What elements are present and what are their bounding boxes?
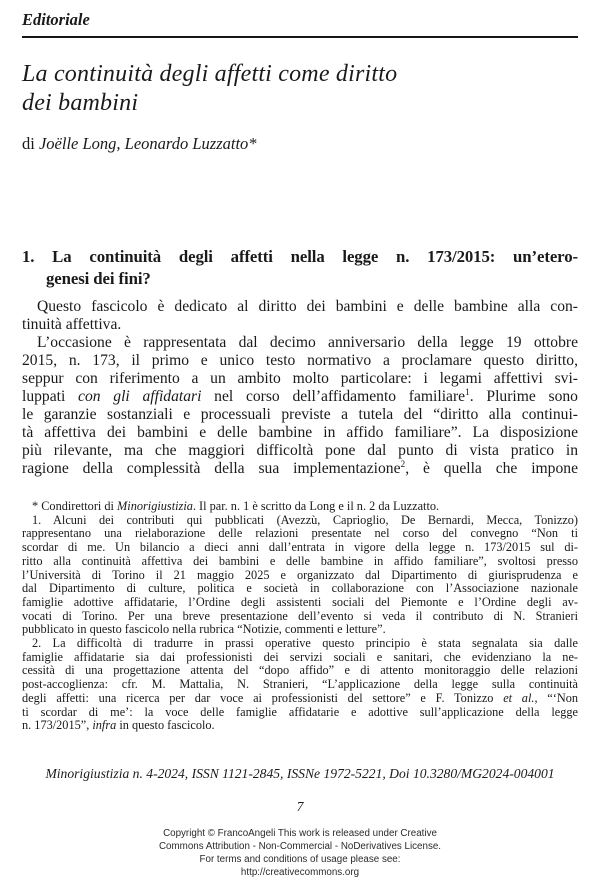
footnote-star bbox=[22, 500, 578, 514]
text-line bbox=[22, 866, 578, 879]
text-segment: famiglie adottive affidatarie, l’Ordine degli assistenti sociali del Piemonte e l’Ordine degli av- bbox=[22, 594, 578, 609]
text-segment: n. 173/2015”, bbox=[22, 718, 93, 733]
byline-prefix: di bbox=[22, 134, 39, 153]
text-line bbox=[22, 352, 578, 370]
text-segment: 2. La difficoltà di tradurre in prassi operative questo principio è stata segnalata sia dalle bbox=[32, 636, 578, 651]
text-segment: , “‘Non bbox=[534, 690, 578, 705]
kicker-rule bbox=[22, 10, 578, 38]
byline bbox=[22, 134, 578, 154]
text-segment: tinuità affettiva. bbox=[22, 316, 122, 333]
page-number: 7 bbox=[296, 798, 304, 814]
text-segment: con gli affidatari bbox=[78, 388, 202, 405]
text-segment: 1. Alcuni dei contributi qui pubblicati (Avezzù, Caprioglio, De Bernardi, Mecca, Tonizzo) bbox=[32, 512, 578, 527]
text-segment: . Plurime sono bbox=[469, 388, 578, 405]
text-segment: , è quella che impone bbox=[405, 460, 578, 477]
text-line bbox=[22, 541, 578, 555]
text-line bbox=[22, 664, 578, 678]
footnotes bbox=[22, 500, 578, 733]
text-segment: vocati di Torino. Per una breve presentazione dell’evento si veda il contributo di N. Stranieri bbox=[22, 608, 578, 623]
text-line bbox=[22, 527, 578, 541]
text-line bbox=[22, 442, 578, 460]
text-line bbox=[22, 569, 578, 583]
text-line bbox=[22, 316, 578, 334]
text-line bbox=[22, 637, 578, 651]
text-line bbox=[22, 719, 578, 733]
text-segment: le garanzie sostanziali e processuali previste a tutela del “diritto alla continui- bbox=[22, 406, 578, 423]
paragraph bbox=[22, 334, 578, 478]
text-segment: famiglie affidatarie sia dai professionisti dei servizi sociali e sanitari, che evidenziano la ne- bbox=[22, 649, 578, 664]
text-segment: * Condirettori di bbox=[32, 499, 118, 513]
text-line bbox=[22, 840, 578, 853]
text-line bbox=[22, 555, 578, 569]
text-segment: http://creativecommons.org bbox=[240, 866, 360, 878]
footnote-1 bbox=[22, 514, 578, 637]
text-segment: Commons Attribution - Non-Commercial - NoDerivatives License. bbox=[158, 840, 442, 852]
text-line bbox=[22, 268, 578, 290]
text-line bbox=[22, 596, 578, 610]
text-line bbox=[22, 692, 578, 706]
text-segment: nel corso dell’affidamento familiare bbox=[201, 388, 466, 405]
text-segment: seppur con riferimento a un ambito molto particolare: i legami affettivi svi- bbox=[22, 370, 578, 387]
text-segment: luppati bbox=[22, 388, 79, 405]
footnote-ref: 2 bbox=[400, 459, 406, 470]
text-segment: infra bbox=[92, 718, 117, 733]
text-segment: La continuità degli affetti come diritto bbox=[22, 61, 398, 87]
text-segment: For terms and conditions of usage please see: bbox=[199, 853, 401, 865]
text-line bbox=[22, 514, 578, 528]
text-segment: ragione della complessità della sua implementazione bbox=[22, 460, 401, 477]
text-line bbox=[22, 582, 578, 596]
text-line bbox=[22, 651, 578, 665]
text-line bbox=[22, 406, 578, 424]
text-segment: . Il par. n. 1 è scritto da Long e il n. 2 da Luzzatto. bbox=[192, 499, 440, 513]
byline-authors: Joëlle Long, Leonardo Luzzatto* bbox=[38, 134, 257, 153]
text-segment: Minorigiustizia bbox=[117, 499, 193, 513]
text-segment: genesi dei fini? bbox=[46, 269, 151, 288]
text-segment: post-accoglienza: cfr. M. Mattalia, N. Stranieri, “L’applicazione della legge sulla continuità bbox=[22, 677, 578, 692]
text-line bbox=[22, 298, 578, 316]
text-line bbox=[22, 388, 578, 406]
text-segment: 1. La continuità degli affetti nella legge n. 173/2015: un’etero- bbox=[22, 247, 578, 266]
text-segment: in questo fascicolo. bbox=[116, 718, 215, 733]
text-segment: dal Dipartimento di culture, politica e società in collaborazione con l’Associazione nazionale bbox=[22, 581, 578, 596]
text-segment: rappresentano una rielaborazione delle relazioni presentate nel corso del convegno “Non ti bbox=[22, 526, 578, 541]
text-line bbox=[22, 89, 578, 118]
footnote-2 bbox=[22, 637, 578, 733]
text-line bbox=[22, 678, 578, 692]
text-segment: pubblicato in questo fascicolo nella rubrica “Notizie, commenti e letture”. bbox=[22, 622, 386, 637]
article-title bbox=[22, 60, 578, 118]
paragraph bbox=[22, 298, 578, 334]
text-segment: Copyright © FrancoAngeli This work is released under Creative bbox=[163, 827, 437, 839]
kicker: Editoriale bbox=[22, 10, 90, 29]
text-segment: dei bambini bbox=[22, 90, 139, 116]
text-line bbox=[22, 460, 578, 478]
copyright-notice bbox=[22, 827, 578, 879]
text-segment: l’Università di Torino il 21 maggio 2025 e organizzato dal Dipartimento di giurisprudenza e bbox=[22, 567, 578, 582]
text-segment: 2015, n. 173, il primo e unico testo normativo a proclamare questo diritto, bbox=[22, 352, 578, 369]
text-segment: cessità di una progettazione attenta del “dopo affido” e di attento monitoraggio delle relazioni bbox=[22, 663, 578, 678]
text-segment: tà affettiva dei bambini e delle bambine in affido familiare”. La disposizione bbox=[22, 424, 578, 441]
text-line bbox=[22, 334, 578, 352]
text-line bbox=[22, 706, 578, 720]
article-body bbox=[22, 298, 578, 478]
text-line bbox=[22, 246, 578, 268]
text-line bbox=[22, 623, 578, 637]
text-line bbox=[22, 853, 578, 866]
text-segment: Questo fascicolo è dedicato al diritto dei bambini e delle bambine alla con- bbox=[37, 298, 578, 315]
text-line bbox=[22, 610, 578, 624]
text-segment: ti scordar di me’: la voce delle famiglie affidatarie e adottive sull’applicazione della legge bbox=[22, 704, 578, 719]
text-line bbox=[22, 424, 578, 442]
text-segment: et al. bbox=[503, 690, 535, 705]
text-line bbox=[22, 500, 578, 514]
footnote-ref: 1 bbox=[465, 387, 470, 398]
text-segment: più rilevante, ma che maggiori difficoltà pone dal punto di vista pratico in bbox=[22, 442, 578, 459]
text-line bbox=[22, 370, 578, 388]
text-line bbox=[22, 60, 578, 89]
section-heading bbox=[22, 246, 578, 290]
text-segment: degli affetti: una ricerca per dar voce ai professionisti del settore” e F. Tonizzo bbox=[22, 690, 504, 705]
text-segment: scordar di me. Un bilancio a dieci anni dall’entrata in vigore della legge n. 173/2015 sul di- bbox=[22, 540, 578, 555]
text-segment: L’occasione è rappresentata dal decimo anniversario della legge 19 ottobre bbox=[37, 334, 578, 351]
text-line bbox=[22, 827, 578, 840]
journal-citation: Minorigiustizia n. 4-2024, ISSN 1121-2845, ISSNe 1972-5221, Doi 10.3280/MG2024-004001 bbox=[45, 765, 555, 781]
text-segment: ritto alla continuità affettiva dei bambini e delle bambine in affido familiare”, svoltosi presso bbox=[22, 553, 578, 568]
